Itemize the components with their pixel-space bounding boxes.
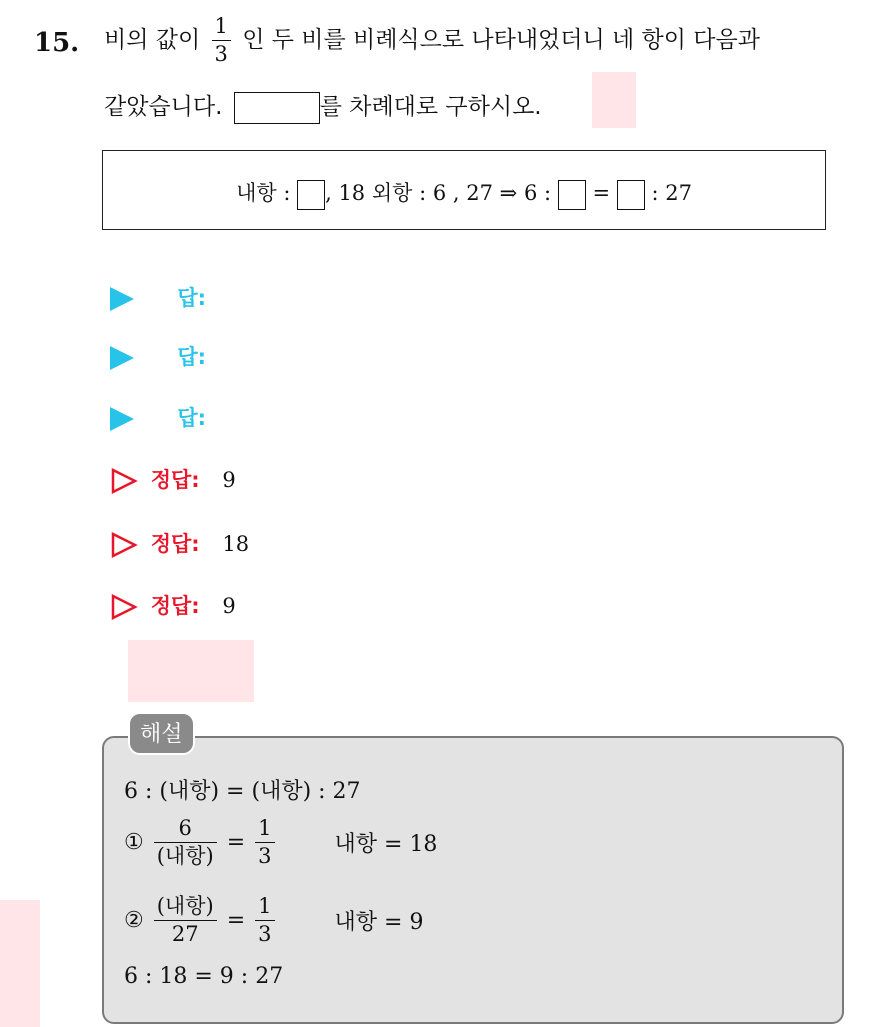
outer-term-values: : 6 , 27 [419,181,493,205]
step-fraction [255,896,274,945]
fraction-numerator: 1 [258,816,272,840]
blank-box [558,180,586,210]
fraction-denominator: 3 [214,42,228,66]
answer-label: 답: [177,406,206,430]
blank-box [297,180,325,210]
outline-triangle-icon [110,531,138,559]
explanation-step-2 [124,896,423,945]
fraction-bar [255,842,274,843]
explanation-step-1 [124,818,437,867]
answer-row [110,282,206,312]
fraction-denominator: 3 [258,844,272,868]
fraction-numerator: 1 [258,894,272,918]
question-line-1 [104,16,760,65]
question-number: 15. [34,28,80,58]
fraction-bar [255,920,274,921]
fraction-bar [212,40,231,41]
step-fraction [255,818,274,867]
background-artifact [128,640,254,702]
inner-term-label: 내항 [236,181,277,205]
step-marker: ① [124,830,144,855]
explanation-line: 6 : (내항) = (내항) : 27 [124,779,361,804]
solution-value: 9 [222,468,236,492]
fraction-bar [154,920,217,921]
outline-triangle-icon [110,593,138,621]
play-triangle-icon [110,287,134,311]
question-text: 비의 값이 [104,27,201,53]
proportion-last: : 27 [651,181,692,205]
answer-row [110,402,206,432]
equals-sign: = [226,830,246,855]
fraction-denominator: 27 [171,922,199,946]
fraction-denominator: (내항) [156,844,214,868]
solution-value: 9 [222,594,236,618]
solution-label: 정답: [150,532,200,556]
solution-row [110,528,249,559]
implies-arrow: ⇒ [499,181,518,205]
background-artifact [0,900,40,1027]
proportion-first: 6 : [523,181,552,205]
answer-row [110,341,206,371]
background-artifact [592,72,636,128]
condition-box [102,150,826,230]
question-text: 를 차례대로 구하시오. [319,94,542,120]
fraction-numerator: 6 [178,816,192,840]
fraction-denominator: 3 [258,922,272,946]
question-text: 인 두 비를 비례식으로 나타내었더니 네 항이 다음과 [242,27,760,53]
play-triangle-icon [110,346,134,370]
question-fraction [212,16,231,65]
step-result: 내항 = 18 [334,832,438,857]
question-text: 같았습니다. [104,94,223,120]
explanation-final: 6 : 18 = 9 : 27 [124,964,284,989]
condition-text [103,177,825,210]
fraction-numerator: 1 [214,14,228,38]
inner-term-value: , 18 [325,181,366,205]
blank-box [234,92,320,124]
solution-label: 정답: [150,594,200,618]
blank-box [617,180,645,210]
step-result: 내항 = 9 [334,910,424,935]
equals-sign: = [592,181,611,205]
answer-label: 답: [177,286,206,310]
question-line-2 [104,88,542,124]
outer-term-label: 외항 [371,181,413,205]
outline-triangle-icon [110,467,138,495]
fraction-numerator: (내항) [156,894,214,918]
fraction-bar [154,842,217,843]
solution-row [110,464,236,495]
play-triangle-icon [110,407,134,431]
step-fraction [154,818,217,867]
solution-label: 정답: [150,468,200,492]
step-marker: ② [124,908,144,933]
explanation-tag: 해설 [128,712,195,755]
solution-value: 18 [222,532,250,556]
answer-label: 답: [177,345,206,369]
step-fraction [154,896,217,945]
colon: : [283,181,291,205]
equals-sign: = [226,908,246,933]
solution-row [110,590,236,621]
